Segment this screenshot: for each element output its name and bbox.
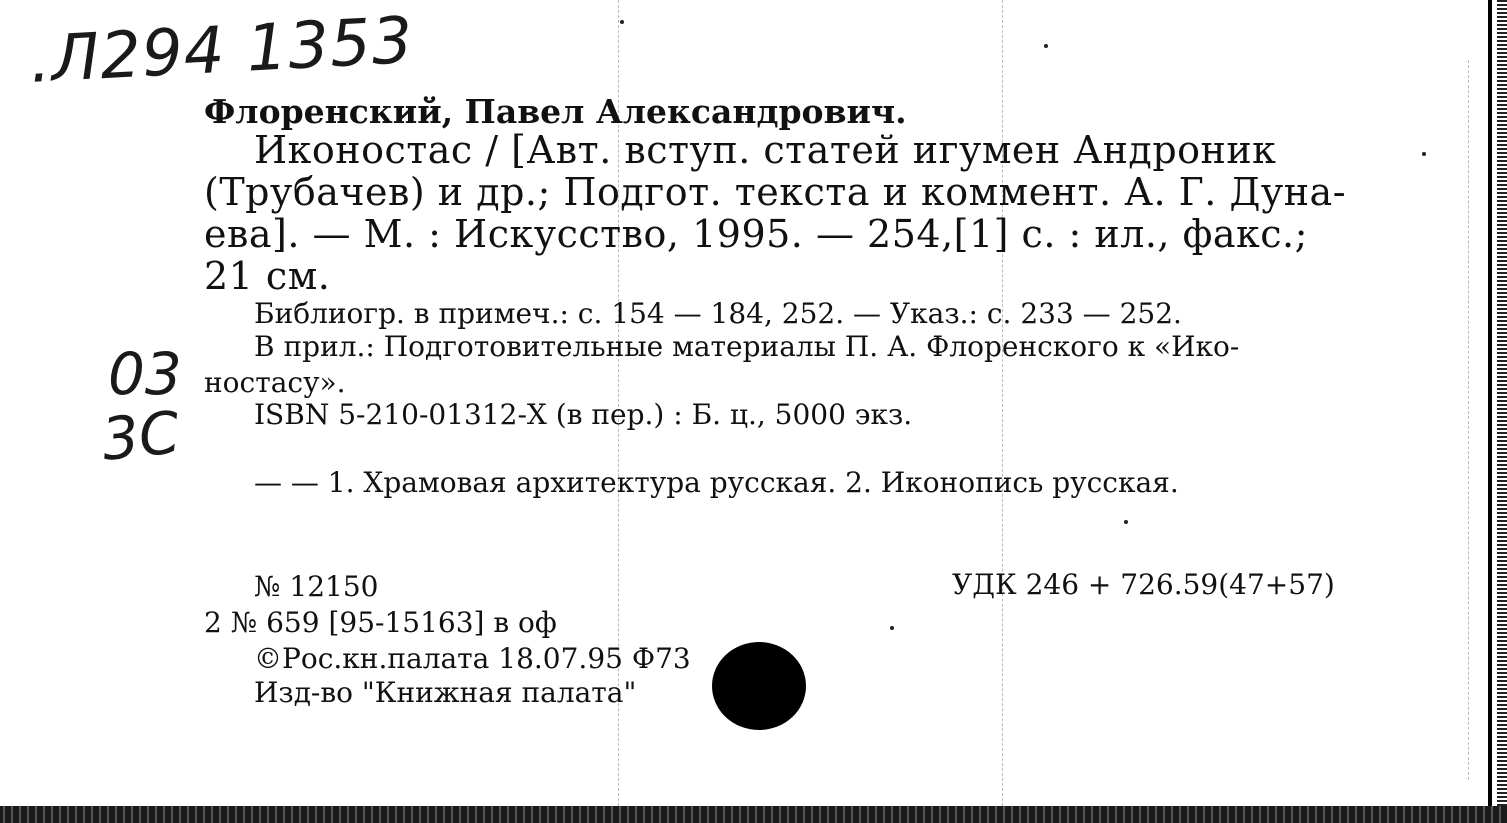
bibliography-note: Библиогр. в примеч.: с. 154 — 184, 252. — Указ.: с. 233 — 252. <box>254 297 1182 330</box>
udk-classification: УДК 246 + 726.59(47+57) <box>952 568 1335 601</box>
copyright-line: ©Рос.кн.палата 18.07.95 Ф73 <box>254 642 691 675</box>
handwritten-mark: 03 <box>108 340 182 408</box>
record-number: № 12150 <box>254 570 379 603</box>
title-line: 21 см. <box>204 254 331 298</box>
subject-headings: — — 1. Храмовая архитектура русская. 2. Иконопись русская. <box>254 466 1179 499</box>
card-edge-right <box>1488 0 1492 823</box>
ink-blot <box>712 642 806 730</box>
card-edge-shadow <box>1497 0 1507 823</box>
record-number: 2 № 659 [95-15163] в оф <box>204 606 557 639</box>
author-heading: Флоренский, Павел Александрович. <box>204 92 907 131</box>
handwritten-call-number: .Л294 1353 <box>28 3 416 98</box>
dust-speck <box>620 20 624 24</box>
dust-speck <box>1044 44 1048 48</box>
title-line: Иконостас / [Авт. вступ. статей игумен Андроник <box>254 128 1277 172</box>
handwritten-mark: 3С <box>98 398 183 474</box>
dust-speck <box>890 626 894 630</box>
publisher-line: Изд-во "Книжная палата" <box>254 676 637 709</box>
title-line: ева]. — М. : Искусство, 1995. — 254,[1] с. : ил., факс.; <box>204 212 1308 256</box>
dust-speck <box>1124 520 1128 524</box>
scan-guide-line <box>1468 60 1469 780</box>
appendix-note: ностасу». <box>204 366 346 399</box>
appendix-note: В прил.: Подготовительные материалы П. А. Флоренского к «Ико- <box>254 330 1240 363</box>
scan-guide-line <box>1002 0 1003 806</box>
card-edge-bottom <box>0 806 1507 823</box>
dust-speck <box>1422 152 1426 156</box>
title-line: (Трубачев) и др.; Подгот. текста и коммент. А. Г. Дуна- <box>204 170 1347 214</box>
isbn-line: ISBN 5-210-01312-Х (в пер.) : Б. ц., 5000 экз. <box>254 398 913 431</box>
